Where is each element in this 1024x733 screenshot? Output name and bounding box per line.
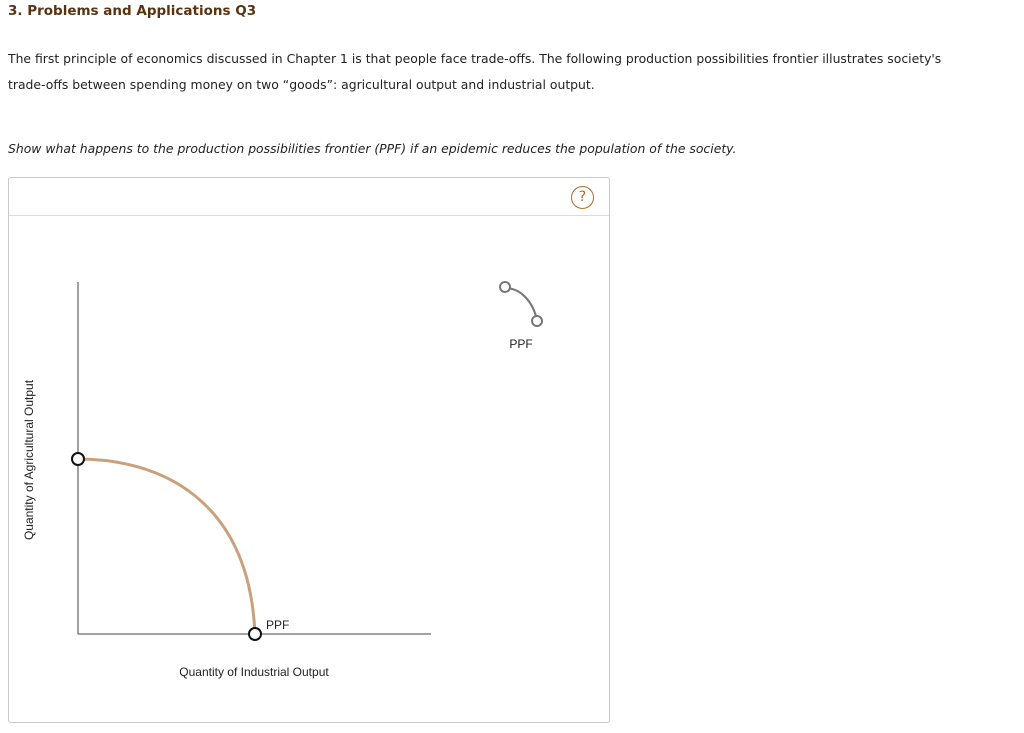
question-intro <box>8 46 1018 98</box>
x-axis-label: Quantity of Industrial Output <box>179 665 329 679</box>
ppf-endpoint-top[interactable] <box>72 453 84 465</box>
intro-line-1: The first principle of economics discussed in Chapter 1 is that people face trade-offs. The following production possibilities frontier illustrates society's <box>8 51 942 66</box>
ppf-graph[interactable] <box>9 178 609 722</box>
intro-line-2: trade-offs between spending money on two “goods”: agricultural output and industrial output. <box>8 77 595 92</box>
question-title: 3. Problems and Applications Q3 <box>8 3 257 19</box>
ppf-palette-tool[interactable] <box>500 282 542 351</box>
ppf-endpoint-bottom[interactable] <box>249 628 261 640</box>
palette-curve-icon[interactable] <box>505 288 537 320</box>
help-button[interactable]: ? <box>571 186 594 209</box>
question-instruction: Show what happens to the production possibilities frontier (PPF) if an epidemic reduces the population of the society. <box>8 141 737 156</box>
palette-handle-top[interactable] <box>500 282 510 292</box>
y-axis-label: Quantity of Agricultural Output <box>22 379 36 541</box>
ppf-curve[interactable] <box>78 459 255 634</box>
ppf-curve-label: PPF <box>266 618 290 632</box>
graph-panel <box>8 177 610 723</box>
palette-handle-bottom[interactable] <box>532 316 542 326</box>
palette-tool-label[interactable]: PPF <box>509 337 533 351</box>
